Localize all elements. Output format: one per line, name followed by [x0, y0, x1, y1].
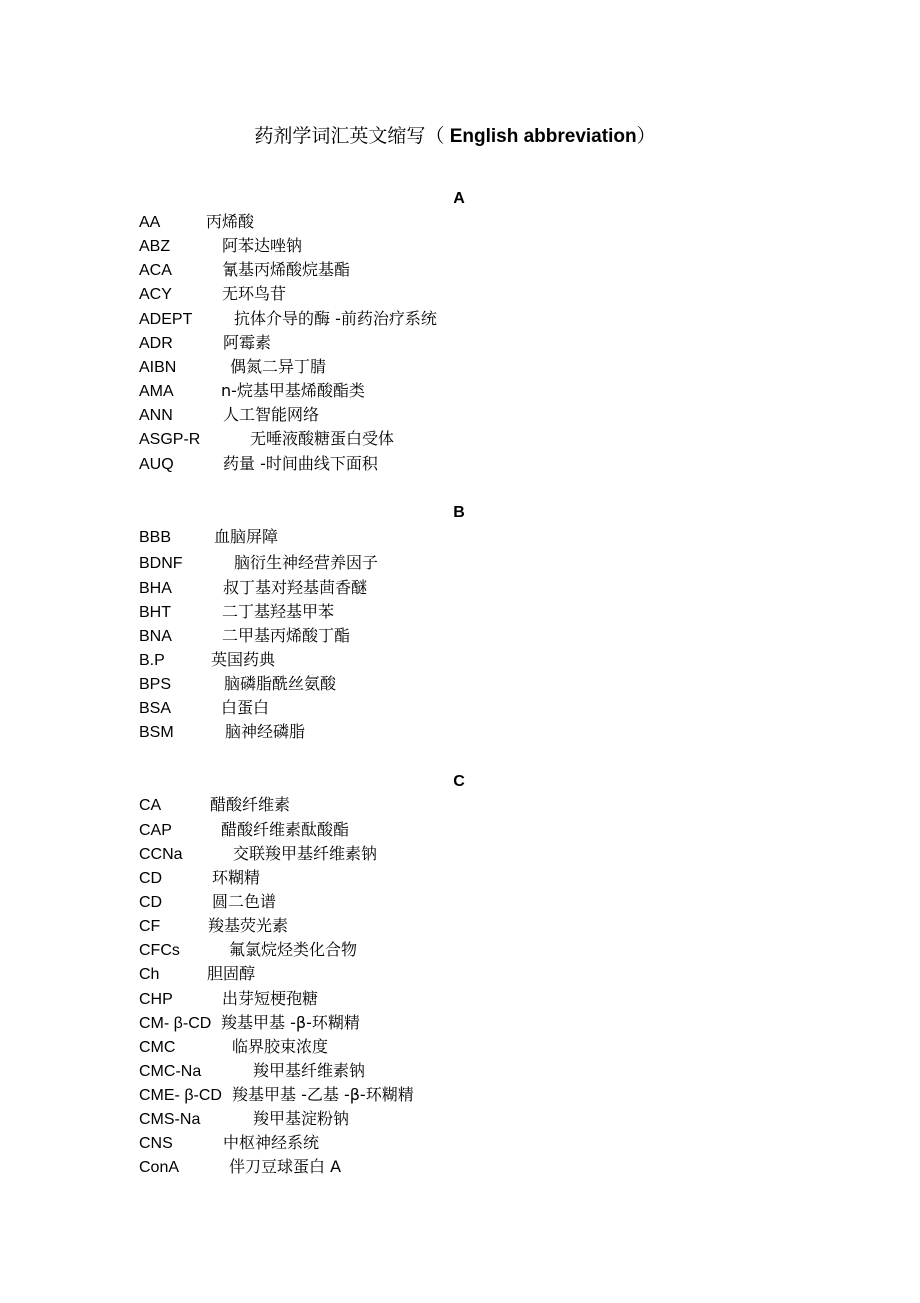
section-letter-b: B — [453, 504, 465, 521]
list-item — [139, 721, 305, 743]
entry-definition: 出芽短梗孢糖 — [222, 989, 319, 1008]
entry-definition: 氰基丙烯酸烷基酯 — [222, 260, 351, 279]
entry-definition: 交联羧甲基纤维素钠 — [233, 844, 378, 863]
list-item — [139, 380, 365, 402]
entry-definition: 人工智能网络 — [223, 405, 320, 424]
entry-definition: 羧甲基纤维素钠 — [253, 1061, 366, 1080]
entry-definition: n-烷基甲基烯酸酯类 — [221, 381, 365, 400]
entry-abbr: CD — [139, 870, 163, 887]
list-item — [139, 625, 350, 647]
list-item — [139, 915, 288, 937]
entry-definition: 无环鸟苷 — [222, 284, 287, 303]
entry-abbr: AIBN — [139, 359, 177, 376]
list-item — [139, 867, 260, 889]
list-item — [139, 259, 350, 281]
list-item — [139, 794, 290, 816]
page-title-en: English abbreviation — [444, 126, 637, 147]
section-letter-a: A — [453, 190, 465, 207]
entry-abbr: ANN — [139, 407, 173, 424]
list-item — [139, 939, 357, 961]
entry-abbr: CD — [139, 894, 163, 911]
list-item — [139, 235, 302, 257]
list-item — [139, 963, 255, 985]
entry-definition: 白蛋白 — [221, 698, 270, 717]
entry-definition: 醋酸纤维素酞酸酯 — [221, 820, 350, 839]
list-item — [139, 356, 326, 378]
entry-abbr: AUQ — [139, 456, 174, 473]
list-item — [139, 697, 269, 719]
entry-abbr: ADEPT — [139, 311, 193, 328]
entry-abbr: ABZ — [139, 238, 171, 255]
list-item — [139, 1084, 414, 1106]
entry-definition: 二丁基羟基甲苯 — [222, 602, 335, 621]
entry-abbr: CM- β-CD — [139, 1015, 212, 1032]
list-item — [139, 211, 254, 233]
entry-abbr: BDNF — [139, 555, 183, 572]
entry-abbr: BSA — [139, 700, 172, 717]
entry-abbr: CFCs — [139, 942, 180, 959]
entry-definition: 叔丁基对羟基茴香醚 — [223, 578, 368, 597]
list-item — [139, 1108, 349, 1130]
entry-definition: 醋酸纤维素 — [210, 795, 291, 814]
entry-abbr: ACY — [139, 286, 172, 303]
entry-definition: 二甲基丙烯酸丁酯 — [222, 626, 351, 645]
entry-abbr: B.P — [139, 652, 165, 669]
entry-definition: 羧基甲基 -β-环糊精 — [221, 1013, 360, 1032]
entry-abbr: AMA — [139, 383, 174, 400]
list-item — [139, 332, 271, 354]
list-item — [139, 1012, 360, 1034]
entry-abbr: BHT — [139, 604, 171, 621]
entry-abbr: ADR — [139, 335, 173, 352]
entry-abbr: BPS — [139, 676, 172, 693]
list-item — [139, 1036, 328, 1058]
entry-abbr: CHP — [139, 991, 173, 1008]
entry-definition: 无唾液酸糖蛋白受体 — [250, 429, 395, 448]
list-item — [139, 891, 276, 913]
entry-definition: 中枢神经系统 — [223, 1133, 320, 1152]
list-item — [139, 552, 378, 574]
entry-definition: 胆固醇 — [207, 964, 256, 983]
entry-definition: 羧甲基淀粉钠 — [253, 1109, 350, 1128]
entry-abbr: ASGP-R — [139, 431, 201, 448]
entry-abbr: ACA — [139, 262, 172, 279]
section-letter-c: C — [453, 773, 465, 790]
list-item — [139, 1156, 341, 1178]
entry-abbr: BBB — [139, 529, 172, 546]
entry-abbr: CME- β-CD — [139, 1087, 222, 1104]
entry-abbr: ConA — [139, 1159, 180, 1176]
list-item — [139, 819, 349, 841]
entry-definition: 英国药典 — [211, 650, 276, 669]
list-item — [139, 428, 394, 450]
entry-definition: 脑神经磷脂 — [225, 722, 306, 741]
entry-definition: 偶氮二异丁腈 — [230, 357, 327, 376]
entry-abbr: CNS — [139, 1135, 173, 1152]
entry-definition: 伴刀豆球蛋白 A — [229, 1157, 342, 1176]
entry-definition: 羧基荧光素 — [208, 916, 289, 935]
entry-abbr: CMC — [139, 1039, 176, 1056]
entry-abbr: CAP — [139, 822, 172, 839]
list-item — [139, 601, 334, 623]
entry-definition: 丙烯酸 — [206, 212, 255, 231]
entry-definition: 羧基甲基 -乙基 -β-环糊精 — [232, 1085, 414, 1104]
entry-definition: 药量 -时间曲线下面积 — [223, 454, 378, 473]
list-item — [139, 308, 437, 330]
list-item — [139, 649, 275, 671]
entry-abbr: Ch — [139, 966, 160, 983]
list-item — [139, 404, 319, 426]
entry-definition: 临界胶束浓度 — [232, 1037, 329, 1056]
entry-abbr: AA — [139, 214, 161, 231]
entry-abbr: CA — [139, 797, 162, 814]
entry-definition: 氟氯烷烃类化合物 — [229, 940, 358, 959]
entry-abbr: CMC-Na — [139, 1063, 202, 1080]
entry-definition: 抗体介导的酶 -前药治疗系统 — [234, 309, 437, 328]
list-item — [139, 577, 367, 599]
entry-abbr: CMS-Na — [139, 1111, 201, 1128]
entry-definition: 圆二色谱 — [212, 892, 277, 911]
page-title-cn: 药剂学词汇英文缩写（ — [254, 125, 445, 147]
list-item — [139, 1060, 365, 1082]
page-title-close: ） — [636, 125, 656, 147]
entry-abbr: CCNa — [139, 846, 183, 863]
entry-abbr: CF — [139, 918, 161, 935]
list-item — [139, 1132, 319, 1154]
entry-definition: 脑衍生神经营养因子 — [234, 553, 379, 572]
entry-definition: 阿苯达唑钠 — [222, 236, 303, 255]
list-item — [139, 283, 286, 305]
entry-definition: 血脑屏障 — [214, 527, 279, 546]
entry-definition: 脑磷脂酰丝氨酸 — [224, 674, 337, 693]
list-item — [139, 988, 318, 1010]
list-item — [139, 526, 278, 548]
list-item — [139, 673, 336, 695]
page-title — [0, 124, 910, 149]
entry-definition: 环糊精 — [212, 868, 261, 887]
list-item — [139, 843, 377, 865]
list-item — [139, 453, 378, 475]
entry-abbr: BSM — [139, 724, 174, 741]
entry-abbr: BNA — [139, 628, 172, 645]
entry-definition: 阿霉素 — [223, 333, 272, 352]
entry-abbr: BHA — [139, 580, 172, 597]
